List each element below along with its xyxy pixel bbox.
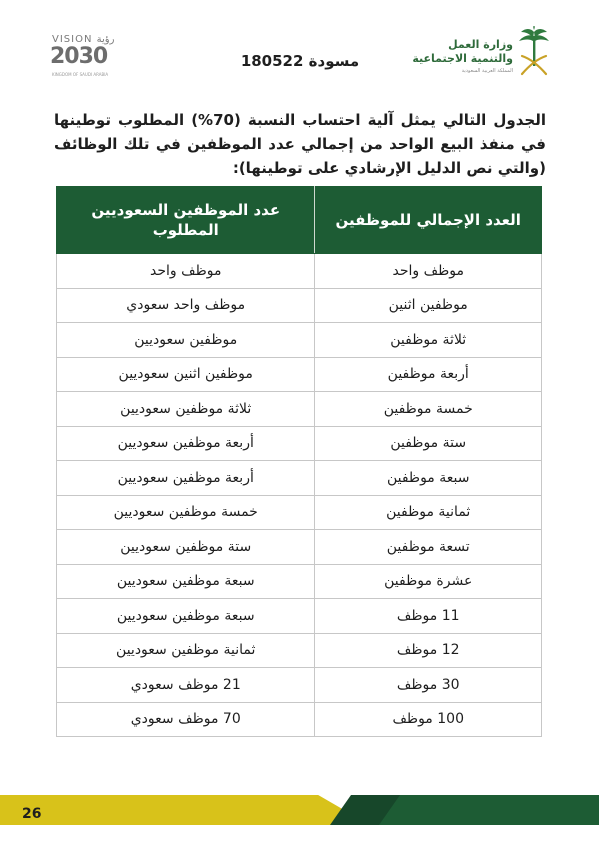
cell-required-saudis: خمسة موظفين سعوديين <box>57 495 315 530</box>
draft-number: مسودة 180522 <box>240 52 360 70</box>
table-row <box>57 357 542 392</box>
kingdom-label: KINGDOM OF SAUDI ARABIA <box>52 72 109 77</box>
page-number: 26 <box>22 806 42 822</box>
palm-swords-emblem-icon <box>517 26 551 82</box>
cell-required-saudis: 21 موظف سعودي <box>57 668 315 703</box>
table-row <box>57 461 542 496</box>
ministry-country: المملكة العربية السعودية <box>461 68 513 74</box>
table-row <box>57 702 542 737</box>
cell-total-employees: 12 موظف <box>315 633 542 668</box>
cell-total-employees: خمسة موظفين <box>315 392 542 427</box>
cell-required-saudis: أربعة موظفين سعوديين <box>57 426 315 461</box>
footer-stripe-yellow <box>0 795 370 825</box>
cell-required-saudis: سبعة موظفين سعوديين <box>57 599 315 634</box>
bottom-margin <box>0 825 599 853</box>
header-total-employees: العدد الإجمالي للموظفين <box>315 187 542 254</box>
cell-total-employees: ستة موظفين <box>315 426 542 461</box>
table-row <box>57 426 542 461</box>
table-row <box>57 530 542 565</box>
cell-total-employees: عشرة موظفين <box>315 564 542 599</box>
table-row <box>57 668 542 703</box>
cell-total-employees: 100 موظف <box>315 702 542 737</box>
cell-total-employees: أربعة موظفين <box>315 357 542 392</box>
table-row <box>57 495 542 530</box>
ministry-logo <box>411 26 551 86</box>
vision-label: VISION رؤية <box>52 34 115 45</box>
saudization-table <box>56 186 542 737</box>
cell-required-saudis: موظفين اثنين سعوديين <box>57 357 315 392</box>
table-row <box>57 254 542 289</box>
table-row <box>57 288 542 323</box>
page-header <box>0 0 599 96</box>
cell-total-employees: ثمانية موظفين <box>315 495 542 530</box>
intro-paragraph: الجدول التالي يمثل آلية احتساب النسبة (70%) المطلوب توطينها في منفذ البيع الواحد من إجمالي عدد الموظفين في تلك الوظائف (والتي نص الدليل الإرشادي على توطينها): <box>54 111 546 177</box>
table-row <box>57 564 542 599</box>
cell-required-saudis: ثمانية موظفين سعوديين <box>57 633 315 668</box>
cell-total-employees: موظف واحد <box>315 254 542 289</box>
cell-required-saudis: ستة موظفين سعوديين <box>57 530 315 565</box>
table-row <box>57 392 542 427</box>
header-required-saudis: عدد الموظفين السعوديين المطلوب <box>57 187 315 254</box>
vision-2030-logo <box>46 34 126 80</box>
cell-required-saudis: سبعة موظفين سعوديين <box>57 564 315 599</box>
ministry-name: وزارة العمل والتنمية الاجتماعية <box>412 38 513 65</box>
cell-required-saudis: أربعة موظفين سعوديين <box>57 461 315 496</box>
cell-total-employees: موظفين اثنين <box>315 288 542 323</box>
cell-required-saudis: موظف واحد <box>57 254 315 289</box>
cell-required-saudis: ثلاثة موظفين سعوديين <box>57 392 315 427</box>
cell-required-saudis: موظفين سعوديين <box>57 323 315 358</box>
cell-required-saudis: 70 موظف سعودي <box>57 702 315 737</box>
table-row <box>57 323 542 358</box>
cell-total-employees: تسعة موظفين <box>315 530 542 565</box>
table-header-row <box>57 187 542 254</box>
vision-year: 2030 <box>50 44 108 69</box>
cell-total-employees: ثلاثة موظفين <box>315 323 542 358</box>
table-row <box>57 599 542 634</box>
cell-required-saudis: موظف واحد سعودي <box>57 288 315 323</box>
cell-total-employees: سبعة موظفين <box>315 461 542 496</box>
table-row <box>57 633 542 668</box>
cell-total-employees: 30 موظف <box>315 668 542 703</box>
footer-band <box>0 795 599 825</box>
cell-total-employees: 11 موظف <box>315 599 542 634</box>
